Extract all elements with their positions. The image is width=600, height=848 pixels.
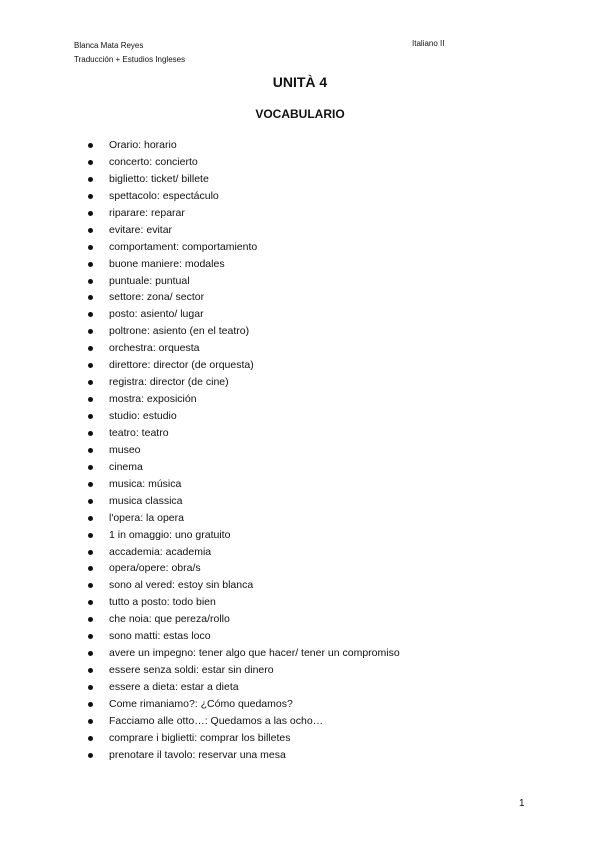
- list-item-text: spettacolo: espectáculo: [109, 189, 219, 202]
- list-item-text: studio: estudio: [109, 410, 177, 422]
- list-item: [88, 306, 400, 323]
- bullet-icon: [88, 719, 93, 724]
- list-item: [88, 696, 400, 713]
- list-item-text: 1 in omaggio: uno gratuito: [109, 528, 231, 541]
- bullet-icon: [88, 736, 93, 741]
- bullet-icon: [88, 177, 93, 182]
- list-item-text: buone maniere: modales: [109, 257, 225, 270]
- bullet-icon: [88, 448, 93, 453]
- list-item-text: posto: asiento/ lugar: [109, 308, 204, 321]
- list-item-text: teatro: teatro: [109, 426, 169, 439]
- list-item: [88, 357, 400, 374]
- vocabulary-list: [88, 137, 400, 764]
- list-item: [88, 493, 400, 510]
- list-item: [88, 730, 400, 747]
- list-item-text: Orario: horario: [109, 139, 177, 151]
- list-item: [88, 544, 400, 561]
- list-item-text: comprare i biglietti: comprar los billetes: [109, 731, 291, 744]
- list-item: [88, 560, 400, 577]
- list-item: [88, 442, 400, 459]
- bullet-icon: [88, 414, 93, 419]
- list-item-text: mostra: exposición: [109, 393, 197, 406]
- bullet-icon: [88, 617, 93, 622]
- bullet-icon: [88, 194, 93, 199]
- bullet-icon: [88, 685, 93, 690]
- list-item-text: l'opera: la opera: [109, 511, 184, 524]
- bullet-icon: [88, 583, 93, 588]
- list-item-text: biglietto: ticket/ billete: [109, 172, 209, 185]
- bullet-icon: [88, 262, 93, 267]
- bullet-icon: [88, 228, 93, 233]
- bullet-icon: [88, 380, 93, 385]
- page-header-left: [74, 39, 185, 66]
- bullet-icon: [88, 482, 93, 487]
- list-item: [88, 594, 400, 611]
- list-item: [88, 323, 400, 340]
- list-item-text: poltrone: asiento (en el teatro): [109, 325, 250, 338]
- list-item-text: prenotare il tavolo: reservar una mesa: [109, 748, 286, 761]
- list-item: [88, 408, 400, 425]
- list-item-text: cinema: [109, 460, 143, 473]
- bullet-icon: [88, 651, 93, 656]
- list-item: [88, 527, 400, 544]
- list-item-text: accademia: academia: [109, 545, 212, 558]
- bullet-icon: [88, 600, 93, 605]
- list-item-text: orchestra: orquesta: [109, 342, 200, 355]
- list-item: [88, 391, 400, 408]
- list-item: [88, 188, 400, 205]
- list-item: [88, 510, 400, 527]
- list-item-text: comportament: comportamiento: [109, 240, 258, 253]
- list-item-text: tutto a posto: todo bien: [109, 596, 216, 609]
- bullet-icon: [88, 363, 93, 368]
- list-item: [88, 239, 400, 256]
- bullet-icon: [88, 431, 93, 436]
- list-item: [88, 425, 400, 442]
- bullet-icon: [88, 499, 93, 504]
- list-item-text: direttore: director (de orquesta): [109, 359, 254, 372]
- bullet-icon: [88, 516, 93, 521]
- author-name: Blanca Mata Reyes: [74, 41, 144, 50]
- list-item: [88, 577, 400, 594]
- list-item: [88, 154, 400, 171]
- bullet-icon: [88, 465, 93, 470]
- list-item: [88, 137, 400, 154]
- bullet-icon: [88, 566, 93, 571]
- list-item: [88, 374, 400, 391]
- bullet-icon: [88, 295, 93, 300]
- list-item: [88, 273, 400, 290]
- list-item-text: riparare: reparar: [109, 206, 185, 219]
- list-item: [88, 171, 400, 188]
- bullet-icon: [88, 279, 93, 284]
- program-name: Traducción + Estudios Ingleses: [74, 54, 186, 64]
- list-item-text: Facciamo alle otto…: Quedamos a las ocho…: [109, 714, 324, 727]
- bullet-icon: [88, 702, 93, 707]
- section-title: VOCABULARIO: [255, 107, 345, 121]
- bullet-icon: [88, 312, 93, 317]
- list-item: [88, 222, 400, 239]
- list-item: [88, 289, 400, 306]
- list-item: [88, 713, 400, 730]
- list-item: [88, 645, 400, 662]
- list-item: [88, 747, 400, 764]
- list-item-text: musica classica: [109, 494, 183, 507]
- bullet-icon: [88, 668, 93, 673]
- list-item: [88, 340, 400, 357]
- list-item: [88, 662, 400, 679]
- list-item-text: avere un impegno: tener algo que hacer/ tener un compromiso: [109, 647, 400, 660]
- bullet-icon: [88, 143, 93, 148]
- list-item-text: opera/opere: obra/s: [109, 562, 201, 575]
- list-item: [88, 205, 400, 222]
- list-item-text: essere senza soldi: estar sin dinero: [109, 664, 274, 677]
- page-number: 1: [519, 798, 525, 809]
- list-item-text: concerto: concierto: [109, 155, 198, 168]
- bullet-icon: [88, 397, 93, 402]
- list-item: [88, 459, 400, 476]
- list-item-text: Come rimaniamo?: ¿Cómo quedamos?: [109, 697, 293, 710]
- bullet-icon: [88, 329, 93, 334]
- bullet-icon: [88, 245, 93, 250]
- bullet-icon: [88, 211, 93, 216]
- list-item-text: evitare: evitar: [109, 223, 173, 236]
- list-item-text: che noia: que pereza/rollo: [109, 613, 230, 626]
- page-title: UNITÀ 4: [272, 74, 328, 90]
- list-item: [88, 256, 400, 273]
- bullet-icon: [88, 753, 93, 758]
- list-item: [88, 679, 400, 696]
- bullet-icon: [88, 533, 93, 538]
- list-item-text: musica: música: [109, 477, 182, 490]
- course-name: Italiano II: [412, 39, 445, 48]
- list-item-text: sono al vered: estoy sin blanca: [109, 579, 254, 592]
- bullet-icon: [88, 550, 93, 555]
- list-item-text: registra: director (de cine): [109, 376, 229, 389]
- list-item-text: essere a dieta: estar a dieta: [109, 681, 239, 693]
- list-item-text: museo: [109, 443, 141, 456]
- bullet-icon: [88, 346, 93, 351]
- list-item: [88, 611, 400, 628]
- list-item-text: puntuale: puntual: [109, 274, 190, 287]
- bullet-icon: [88, 634, 93, 639]
- list-item-text: settore: zona/ sector: [109, 291, 205, 304]
- list-item: [88, 628, 400, 645]
- list-item-text: sono matti: estas loco: [109, 630, 211, 643]
- list-item: [88, 476, 400, 493]
- bullet-icon: [88, 160, 93, 165]
